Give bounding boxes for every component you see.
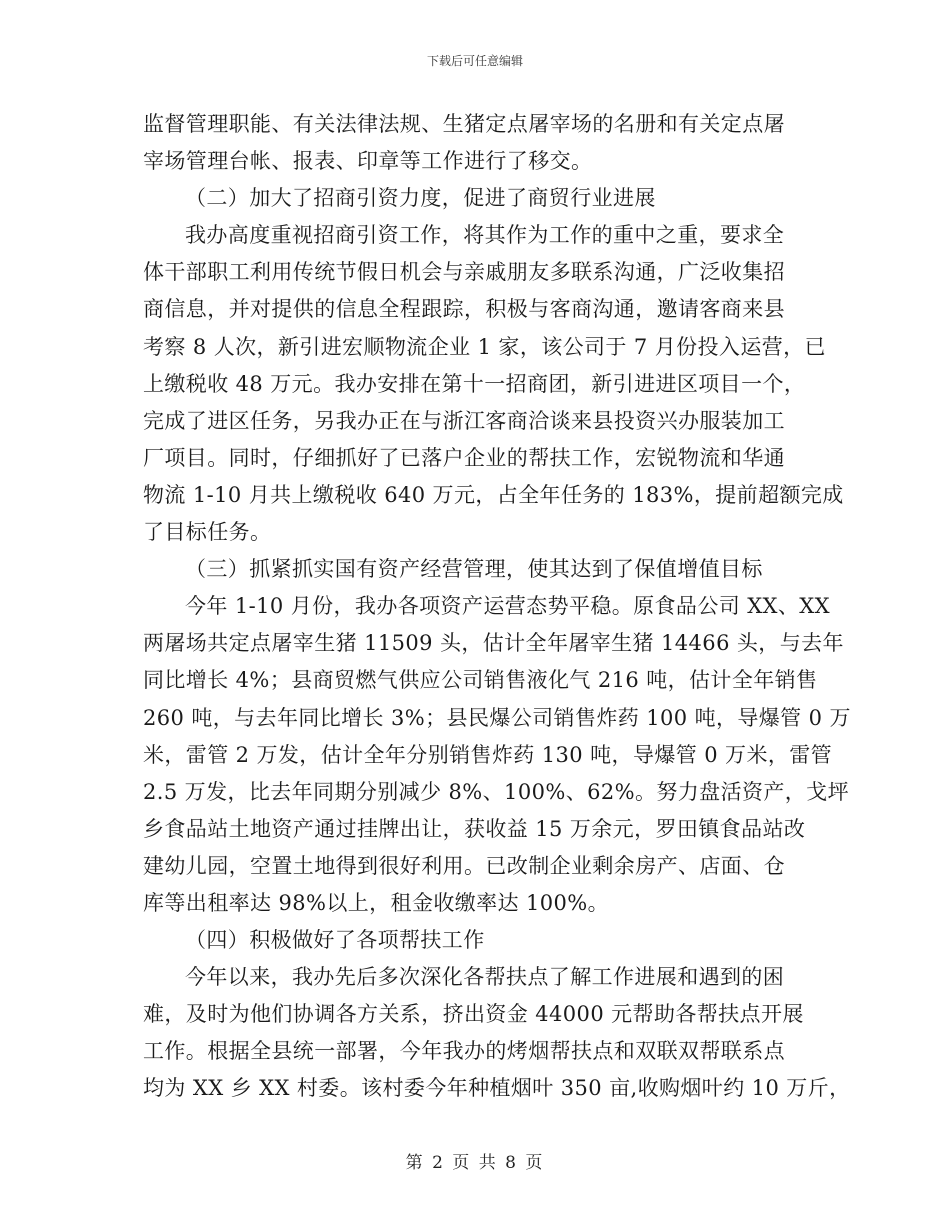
- text-line: 了目标任务。: [143, 520, 272, 545]
- text-line: 建幼儿园，空置土地得到很好利用。已改制企业剩余房产、店面、仓: [143, 853, 785, 878]
- text-line: 监督管理职能、有关法律法规、生猪定点屠宰场的名册和有关定点屠: [143, 112, 785, 136]
- text-line: 商信息，并对提供的信息全程跟踪，积极与客商沟通，邀请客商来县: [143, 297, 785, 322]
- page-header: 下载后可任意编辑: [426, 54, 523, 68]
- section-heading: （四）积极做好了各项帮扶工作: [185, 928, 485, 953]
- text-line: 乡食品站土地资产通过挂牌出让，获收益 15 万余元，罗田镇食品站改: [143, 816, 806, 841]
- page-number: 第 2 页 共 8 页: [405, 1153, 545, 1173]
- text-line: 厂项目。同时，仔细抓好了已落户企业的帮扶工作，宏锐物流和华通: [143, 445, 785, 470]
- text-line: 今年以来，我办先后多次深化各帮扶点了解工作进展和遇到的困: [185, 965, 785, 990]
- text-line: 260 吨，与去年同比增长 3%；县民爆公司销售炸药 100 吨，导爆管 0 万: [143, 705, 851, 730]
- text-line: 上缴税收 48 万元。我办安排在第十一招商团，新引进进区项目一个，: [143, 371, 806, 396]
- text-line: 体干部职工利用传统节假日机会与亲戚朋友多联系沟通，广泛收集招: [143, 260, 785, 285]
- text-line: 完成了进区任务，另我办正在与浙江客商洽谈来县投资兴办服装加工: [143, 408, 785, 433]
- section-heading: （二）加大了招商引资力度，促进了商贸行业进展: [185, 186, 656, 211]
- text-line: 难，及时为他们协调各方关系，挤出资金 44000 元帮助各帮扶点开展: [143, 1002, 804, 1027]
- text-line: 宰场管理台帐、报表、印章等工作进行了移交。: [143, 149, 593, 174]
- text-line: 我办高度重视招商引资工作，将其作为工作的重中之重，要求全: [185, 223, 785, 248]
- text-line: 两屠场共定点屠宰生猪 11509 头，估计全年屠宰生猪 14466 头，与去年: [143, 631, 844, 656]
- text-line: 考察 8 人次，新引进宏顺物流企业 1 家，该公司于 7 月份投入运营，已: [143, 334, 826, 359]
- text-line: 工作。根据全县统一部署，今年我办的烤烟帮扶点和双联双帮联系点: [143, 1039, 785, 1064]
- text-line: 今年 1-10 月份，我办各项资产运营态势平稳。原食品公司 XX、XX: [185, 594, 831, 619]
- document-body: [143, 106, 851, 1108]
- text-line: 米，雷管 2 万发，估计全年分别销售炸药 130 吨，导爆管 0 万米，雷管: [143, 742, 833, 767]
- text-line: 2.5 万发，比去年同期分别减少 8%、100%、62%。努力盘活资产，戈坪: [143, 779, 849, 804]
- text-line: 均为 XX 乡 XX 村委。该村委今年种植烟叶 350 亩,收购烟叶约 10 万斤，: [143, 1076, 851, 1101]
- text-line: 物流 1-10 月共上缴税收 640 万元，占全年任务的 183%，提前超额完成: [143, 482, 844, 507]
- section-heading: （三）抓紧抓实国有资产经营管理，使其达到了保值增值目标: [185, 557, 763, 582]
- text-line: 库等出租率达 98%以上，租金收缴率达 100%。: [143, 890, 610, 915]
- text-line: 同比增长 4%；县商贸燃气供应公司销售液化气 216 吨，估计全年销售: [143, 668, 818, 693]
